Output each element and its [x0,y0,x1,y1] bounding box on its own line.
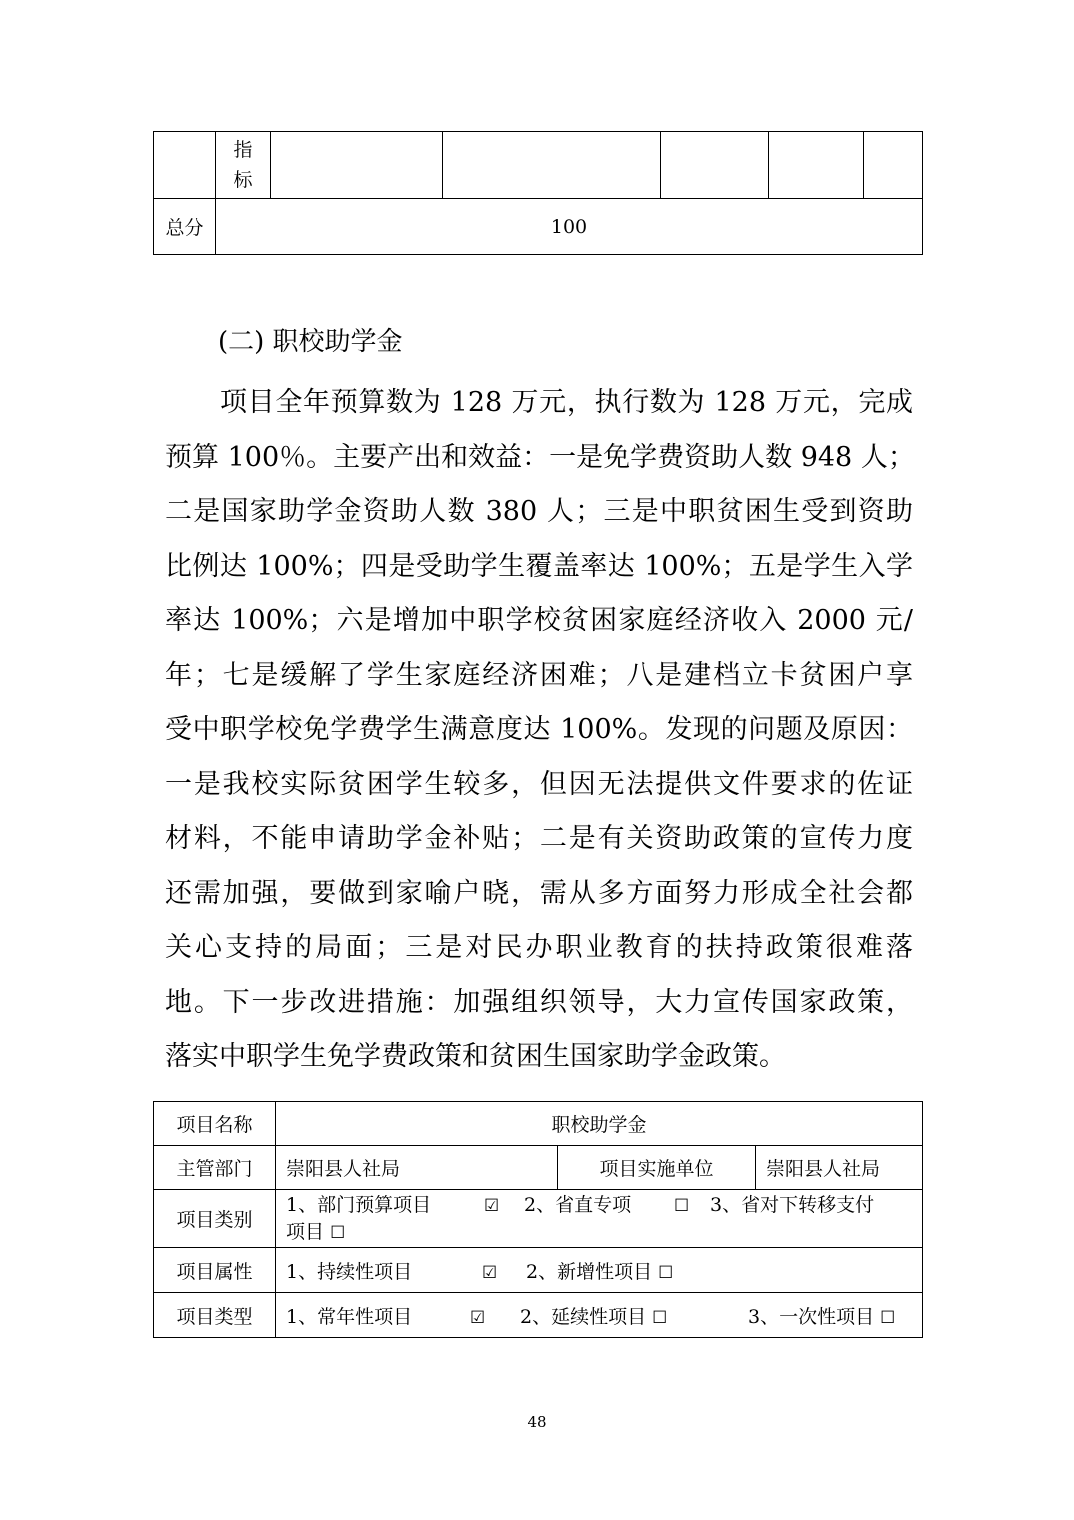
total-value: 100 [216,199,923,255]
section-heading: (二) 职校助学金 [218,327,403,357]
option-label: 3、省对下转移支付 [710,1193,875,1216]
paragraph-line: 率达 100%；六是增加中职学校贫困家庭经济收入 2000 元/ [165,605,913,636]
project-category-row [154,1190,923,1248]
category-option-dept-budget [286,1192,484,1218]
page-number: 48 [527,1413,547,1431]
project-attribute-label: 项目属性 [154,1248,276,1293]
department-value: 崇阳县人社局 [276,1146,558,1190]
table-cell [271,132,443,199]
attribute-option-new [526,1257,673,1284]
project-name-value: 职校助学金 [276,1102,923,1146]
table-cell [661,132,769,199]
paragraph-line: 落实中职学生免学费政策和贫困生国家助学金政策。 [165,1041,786,1072]
project-name-row [154,1102,923,1146]
project-attribute-row [154,1248,923,1293]
department-row [154,1146,923,1190]
option-label: 2、延续性项目 [520,1305,647,1328]
paragraph-line: 一是我校实际贫困学生较多，但因无法提供文件要求的佐证 [165,768,913,800]
project-type-options [276,1293,923,1338]
paragraph-line: 年；七是缓解了学生家庭经济困难；八是建档立卡贫困户享 [165,659,913,691]
implementing-unit-value: 崇阳县人社局 [756,1146,923,1190]
category-option-provincial [524,1192,674,1218]
project-category-label: 项目类别 [154,1190,276,1248]
indicator-label-char2: 标 [233,169,253,191]
table-cell [769,132,864,199]
checked-box-icon: ☑ [482,1262,498,1283]
indicator-table [153,131,923,255]
indicator-label-cell [216,132,271,199]
empty-box-icon: ☐ [330,1222,346,1243]
option-label: 1、部门预算项目 [286,1193,432,1216]
paragraph-line: 地。下一步改进措施：加强组织领导，大力宣传国家政策， [165,986,913,1018]
checked-box-icon: ☑ [470,1307,486,1328]
project-category-options [276,1190,923,1248]
option-label: 1、持续性项目 [286,1260,413,1283]
project-attribute-options [276,1248,923,1293]
paragraph-line: 预算 100％。主要产出和效益：一是免学费资助人数 948 人； [165,441,915,473]
paragraph-line: 关心支持的局面；三是对民办职业教育的扶持政策很难落 [165,932,913,963]
paragraph-line: 受中职学校免学费学生满意度达 100%。发现的问题及原因： [165,714,913,745]
total-label: 总分 [154,199,216,255]
table-cell [443,132,661,199]
empty-box-icon: ☐ [880,1307,896,1328]
paragraph-line: 比例达 100%；四是受助学生覆盖率达 100%；五是学生入学 [165,550,913,582]
project-type-row [154,1293,923,1338]
type-option-one-time [748,1302,895,1329]
project-info-table [153,1101,923,1338]
empty-box-icon: ☐ [658,1262,674,1283]
checked-box-icon: ☑ [484,1195,500,1216]
empty-box-icon: ☐ [674,1195,690,1216]
option-label: 1、常年性项目 [286,1305,413,1328]
table-row [154,132,923,199]
option-label: 2、新增性项目 [526,1260,653,1283]
empty-box-icon: ☐ [652,1307,668,1328]
section-paragraph [165,376,913,1085]
project-type-label: 项目类型 [154,1293,276,1338]
table-cell [154,132,216,199]
type-option-annual [286,1302,470,1329]
department-label: 主管部门 [154,1146,276,1190]
option-label: 3、一次性项目 [748,1305,875,1328]
attribute-option-continuing [286,1257,482,1284]
paragraph-line: 二是国家助学金资助人数 380 人；三是中职贫困生受到资助 [165,496,913,527]
paragraph-line: 还需加强，要做到家喻户晓，需从多方面努力形成全社会都 [165,877,913,909]
paragraph-line: 材料，不能申请助学金补贴；二是有关资助政策的宣传力度 [165,823,913,854]
category-option-transfer [710,1192,874,1218]
indicator-label-char1: 指 [233,139,253,161]
project-name-label: 项目名称 [154,1102,276,1146]
implementing-unit-label: 项目实施单位 [558,1146,756,1190]
paragraph-line: 项目全年预算数为 128 万元，执行数为 128 万元，完成 [220,387,913,418]
option-label: 2、省直专项 [524,1193,632,1216]
type-option-extended [520,1302,748,1329]
category-option-transfer-cont: 项目 [286,1220,325,1243]
total-row [154,199,923,255]
table-cell [864,132,923,199]
